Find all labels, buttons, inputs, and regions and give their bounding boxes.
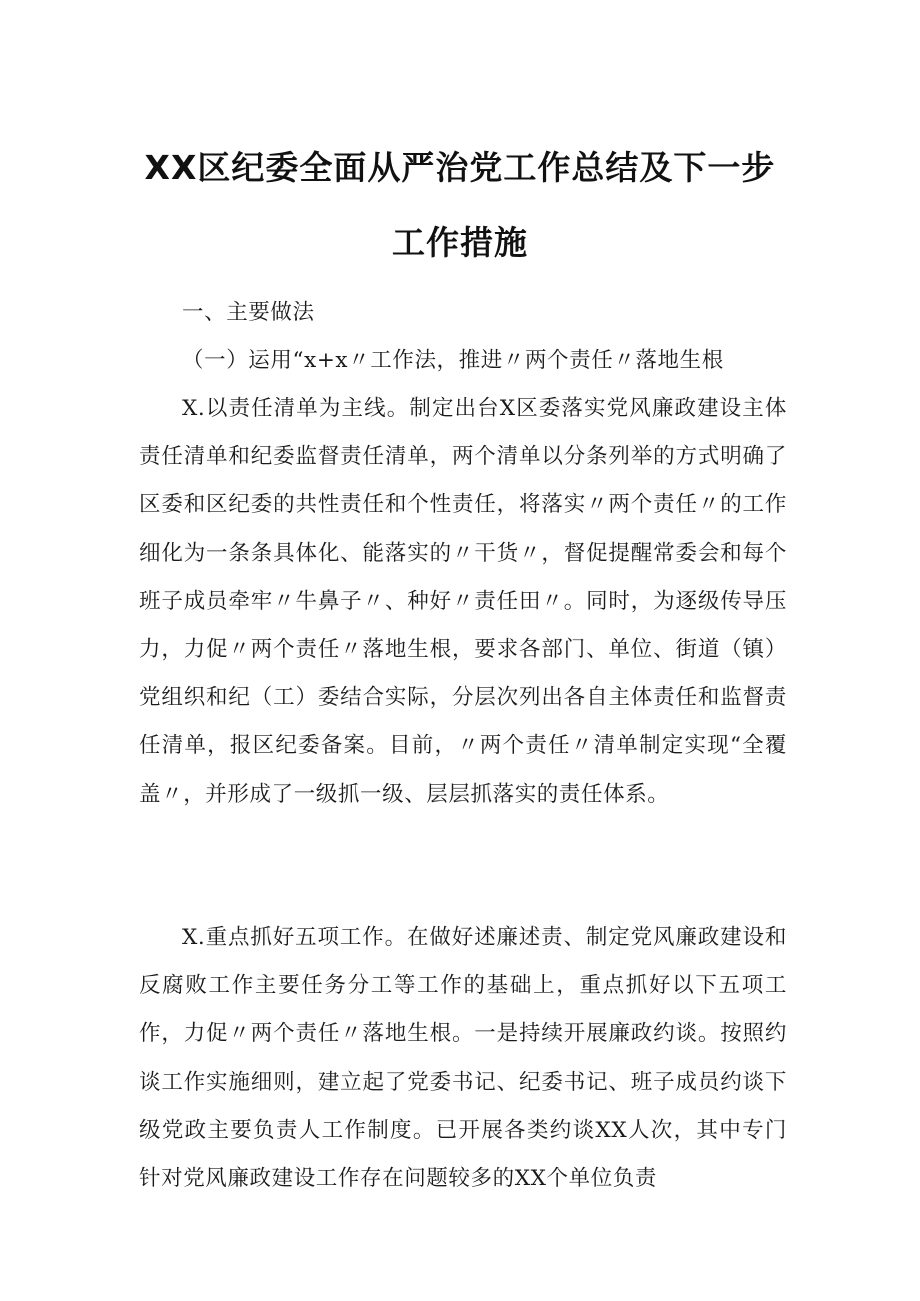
paragraph-responsibility-list: X.以责任清单为主线。制定出台X区委落实党风廉政建设主体责任清单和纪委监督责任清单，两个清单以分条列举的方式明确了区委和区纪委的共性责任和个性责任，将落实〃两个责任〃的工作细化为一条条具体化、能落实的〃干货〃，督促提醒常委会和每个班子成员牵牢〃牛鼻子〃、种好〃责任田〃。同时，为逐级传导压力，力促〃两个责任〃落地生根，要求各部门、单位、街道（镇）党组织和纪（工）委结合实际，分层次列出各自主体责任和监督责任清单，报区纪委备案。目前，〃两个责任〃清单制定实现“全覆盖〃，并形成了一级抓一级、层层抓落实的责任体系。: [139, 396, 787, 807]
document-title-line-2: 工作措施: [392, 223, 528, 262]
section-heading-main-practices: 一、主要做法: [182, 300, 315, 325]
subsection-heading-1: （一）运用“x+x〃工作法，推进〃两个责任〃落地生根: [182, 348, 724, 373]
paragraph-five-tasks: X.重点抓好五项工作。在做好述廉述责、制定党风廉政建设和反腐败工作主要任务分工等工作的基础上，重点抓好以下五项工作，力促〃两个责任〃落地生根。一是持续开展廉政约谈。按照约谈工作实施细则，建立起了党委书记、纪委书记、班子成员约谈下级党政主要负责人工作制度。已开展各类约谈XX人次，其中专门针对党风廉政建设工作存在问题较多的XX个单位负责: [139, 925, 787, 1192]
document-title-line-1: XX区纪委全面从严治党工作总结及下一步: [144, 148, 776, 187]
